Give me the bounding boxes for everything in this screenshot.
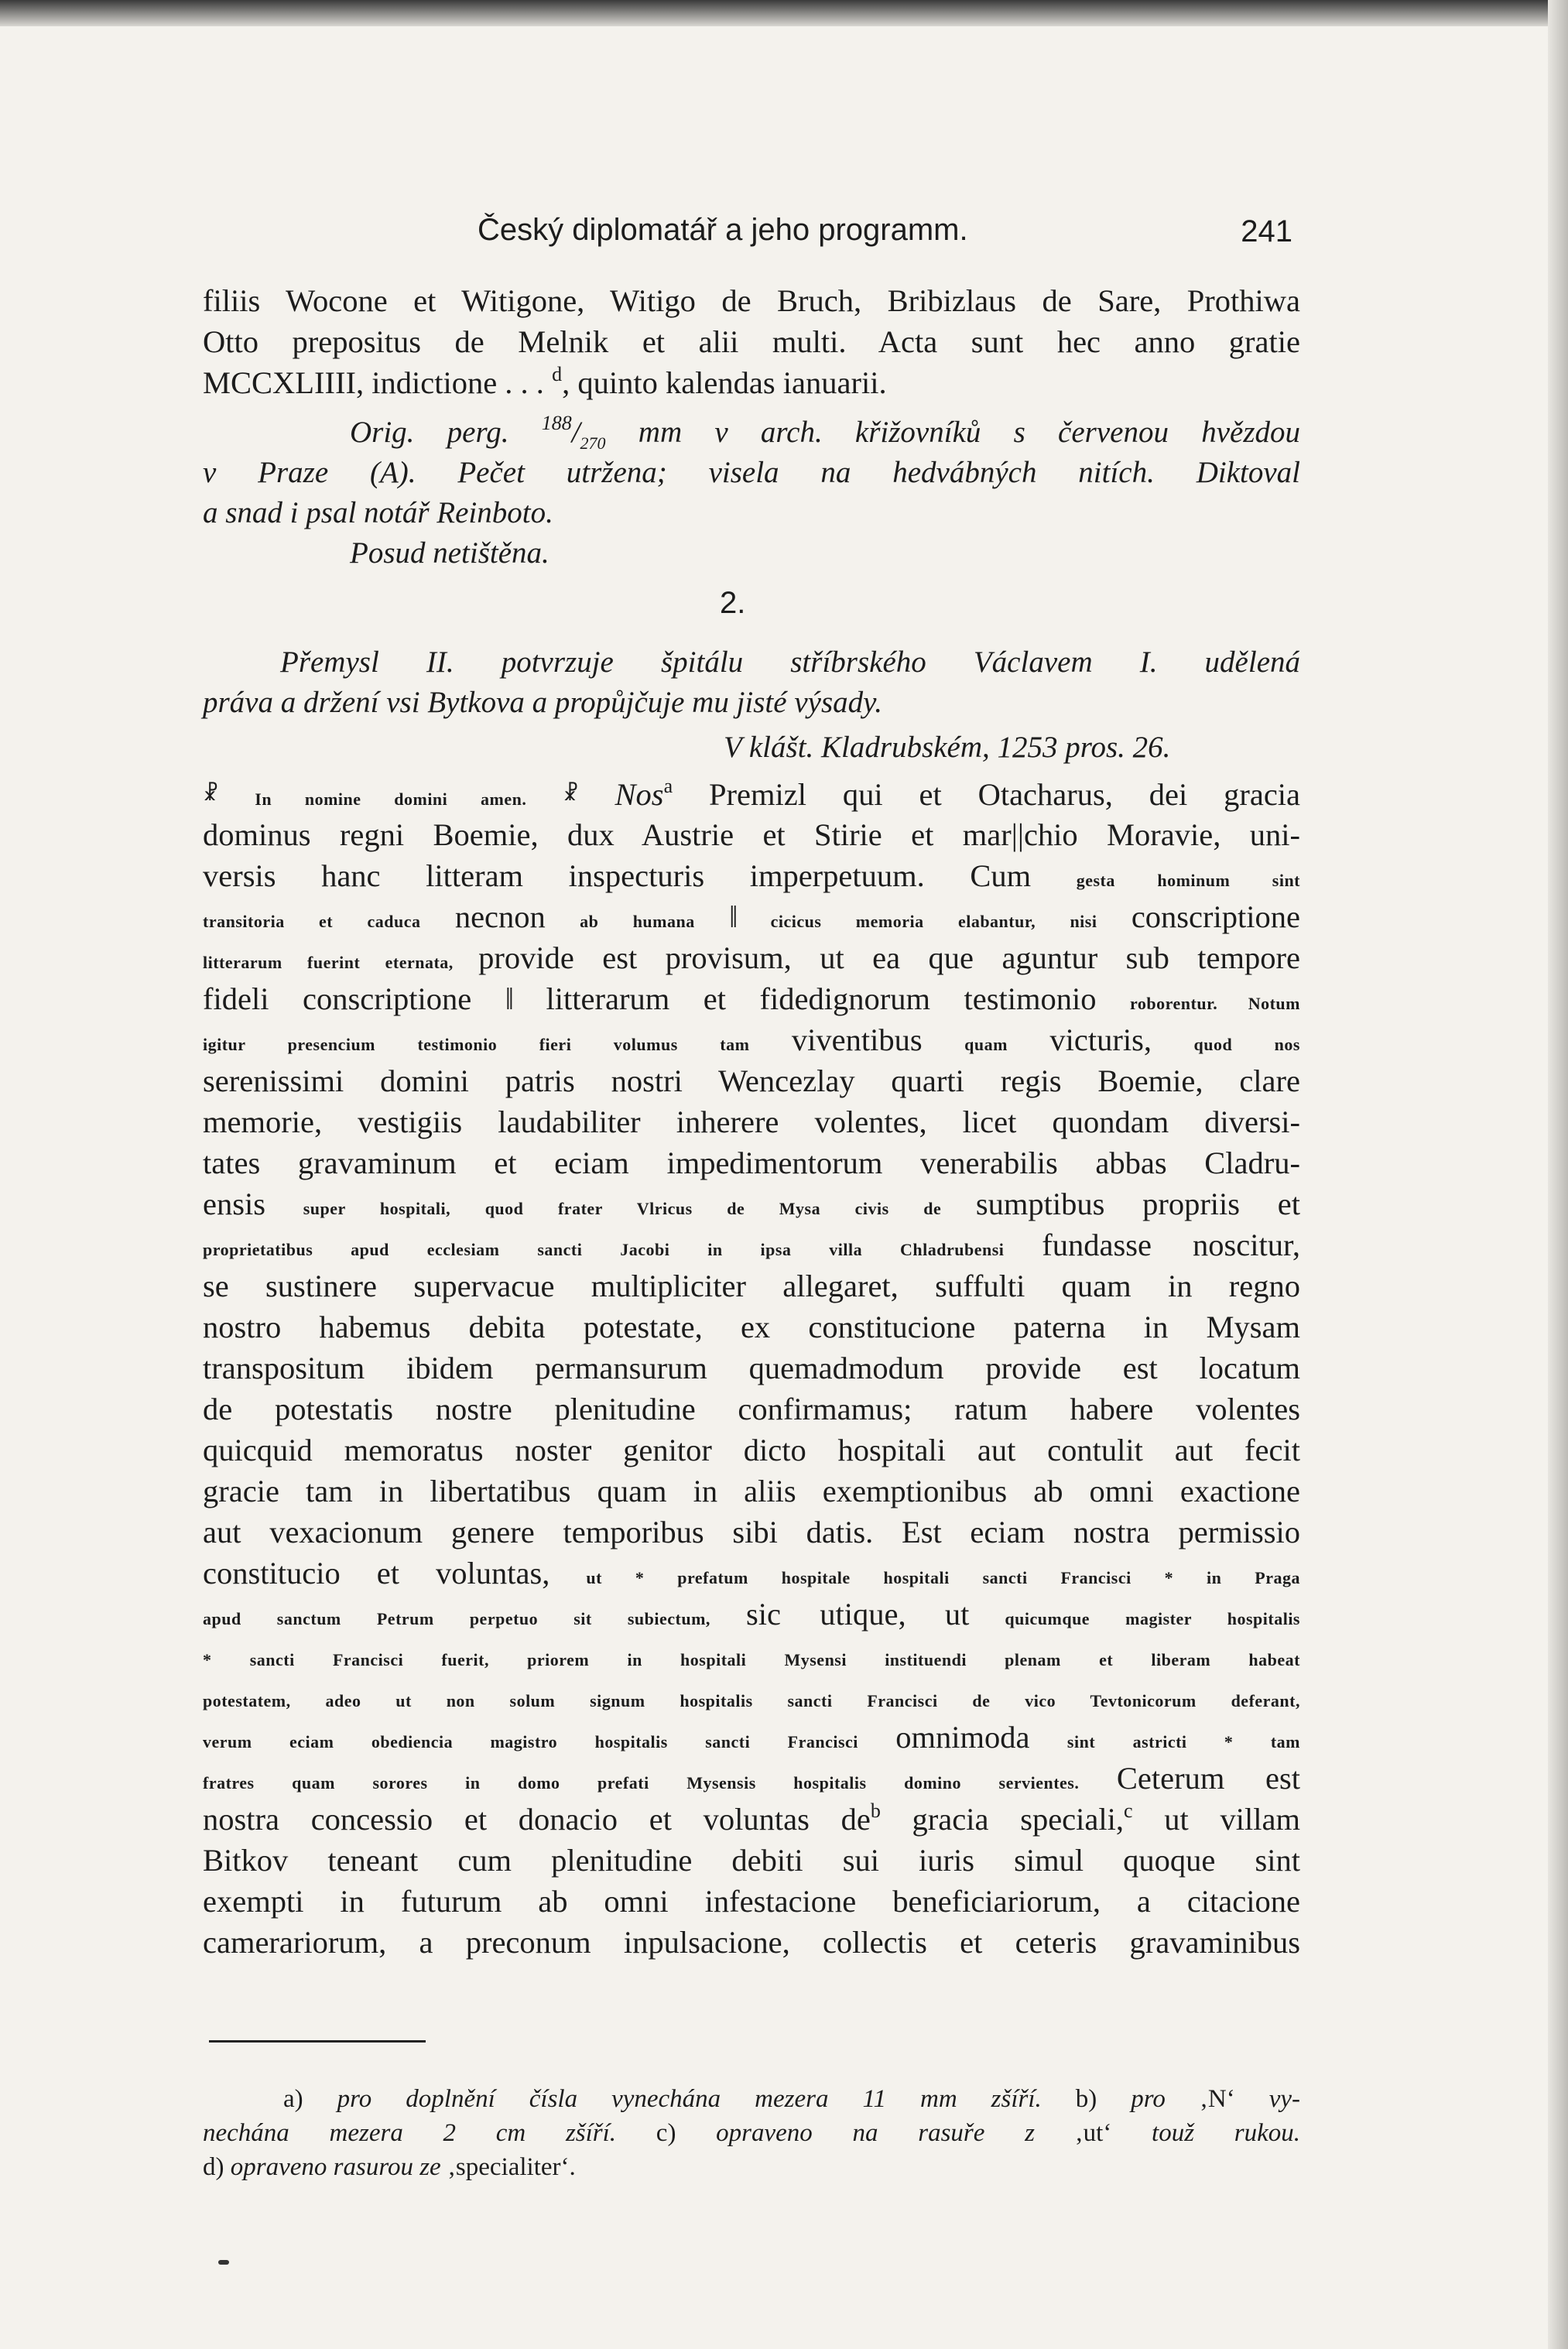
document-number: 2. bbox=[720, 586, 746, 620]
footnote-line-2: nechána mezera 2 cm zšíří. c) opraveno na rasuře z ‚ut‘ touž rukou. bbox=[203, 2119, 1301, 2147]
charter-line-28: exempti in futurum ab omni infestacione beneficiariorum, a citacione bbox=[203, 1884, 1300, 1919]
charter-line-4: transitoria et caduca necnon ab humana ‖ cicicus memoria elabantur, nisi conscriptione bbox=[203, 899, 1300, 934]
charter-line-25: fratres quam sorores in domo prefati Mysensis hospitalis domino servientes. Ceterum est bbox=[203, 1761, 1301, 1796]
charter-line-18: gracie tam in libertatibus quam in aliis exemptionibus ab omni exactione bbox=[203, 1474, 1300, 1508]
charter-line-7: igitur presencium testimonio fieri volumus tam viventibus quam victuris, quod nos bbox=[203, 1022, 1300, 1057]
source-note-line-2: v Praze (A). Pečet utržena; visela na hedvábných nitích. Diktoval bbox=[203, 456, 1300, 489]
charter-line-3: versis hanc litteram inspecturis imperpetuum. Cum gesta hominum sint bbox=[203, 858, 1300, 893]
regest-line-1: Přemysl II. potvrzuje špitálu stříbrského Václavem I. udělená bbox=[280, 645, 1300, 679]
running-title: Český diplomatář a jeho programm. bbox=[478, 213, 968, 247]
charter-line-11: ensis super hospitali, quod frater Vlricus de Mysa civis de sumptibus propriis et bbox=[203, 1186, 1300, 1221]
charter-line-1: ☧ In nomine domini amen. ☧ Nos$^a$ Premizl qui et Otacharus, dei gracia bbox=[203, 775, 1301, 812]
source-note-line-3: a snad i psal notář Reinboto. bbox=[203, 496, 553, 529]
charter-line-8: serenissimi domini patris nostri Wencezlay quarti regis Boemie, clare bbox=[203, 1063, 1300, 1098]
scan-shadow-right bbox=[1548, 0, 1568, 2349]
source-note-line-4: Posud netištěna. bbox=[350, 536, 549, 570]
charter-line-20: constitucio et voluntas, ut * prefatum hospitale hospitali sancti Francisci * in Praga bbox=[203, 1556, 1300, 1591]
scan-shadow-top bbox=[0, 0, 1568, 26]
running-head bbox=[203, 213, 1300, 261]
ink-speck bbox=[218, 2260, 229, 2265]
charter-line-17: quicquid memoratus noster genitor dicto hospitali aut contulit aut fecit bbox=[203, 1433, 1300, 1467]
date-place: V klášt. Kladrubském, 1253 pros. 26. bbox=[724, 731, 1171, 764]
charter-line-14: nostro habemus debita potestate, ex constitucione paterna in Mysam bbox=[203, 1310, 1300, 1344]
regest-line-2: práva a držení vsi Bytkova a propůjčuje mu jisté výsady. bbox=[203, 686, 883, 719]
charter-line-23: potestatem, adeo ut non solum signum hospitalis sancti Francisci de vico Tevtonicorum deferant, bbox=[203, 1691, 1300, 1710]
source-note-line-1: Orig. perg. $^{188}/_{270}$ mm v arch. křižovníků s červenou hvězdou bbox=[350, 412, 1301, 453]
charter-line-6: fideli conscriptione ‖ litterarum et fidedignorum testimonio roborentur. Notum bbox=[203, 981, 1300, 1016]
intro-line-3: MCCXLIIII, indictione . . . $^d$, quinto kalendas ianuarii. bbox=[203, 363, 887, 400]
charter-line-10: tates gravaminum et eciam impedimentorum venerabilis abbas Cladru- bbox=[203, 1145, 1300, 1180]
charter-line-19: aut vexacionum genere temporibus sibi datis. Est eciam nostra permissio bbox=[203, 1515, 1300, 1549]
footnote-line-1: a) pro doplnění čísla vynechána mezera 11 mm zšíří. b) pro ‚N‘ vy- bbox=[283, 2085, 1301, 2113]
charter-line-22: * sancti Francisci fuerit, priorem in hospitali Mysensi instituendi plenam et liberam habeat bbox=[203, 1650, 1300, 1669]
intro-line-2: Otto prepositus de Melnik et alii multi. Acta sunt hec anno gratie bbox=[203, 324, 1300, 359]
charter-line-9: memorie, vestigiis laudabiliter inherere volentes, licet quondam diversi- bbox=[203, 1104, 1300, 1139]
charter-line-5: litterarum fuerint eternata, provide est provisum, ut ea que aguntur sub tempore bbox=[203, 940, 1300, 975]
charter-line-2: dominus regni Boemie, dux Austrie et Stirie et mar||chio Moravie, uni- bbox=[203, 817, 1300, 852]
charter-line-21: apud sanctum Petrum perpetuo sit subiectum, sic utique, ut quicumque magister hospitalis bbox=[203, 1597, 1300, 1632]
footnote-rule bbox=[209, 2040, 426, 2043]
charter-line-26: nostra concessio et donacio et voluntas $de^b$ gracia speciali,$^c$ ut villam bbox=[203, 1799, 1300, 1837]
charter-line-27: Bitkov teneant cum plenitudine debiti sui iuris simul quoque sint bbox=[203, 1843, 1300, 1878]
charter-line-15: transpositum ibidem permansurum quemadmodum provide est locatum bbox=[203, 1351, 1300, 1385]
intro-line-1: filiis Wocone et Witigone, Witigo de Bruch, Bribizlaus de Sare, Prothiwa bbox=[203, 283, 1300, 318]
charter-line-12: proprietatibus apud ecclesiam sancti Jacobi in ipsa villa Chladrubensi fundasse noscitur, bbox=[203, 1228, 1300, 1262]
charter-line-29: camerariorum, a preconum inpulsacione, collectis et ceteris gravaminibus bbox=[203, 1925, 1300, 1960]
charter-line-16: de potestatis nostre plenitudine confirmamus; ratum habere volentes bbox=[203, 1392, 1300, 1426]
charter-line-13: se sustinere supervacue multipliciter allegaret, suffulti quam in regno bbox=[203, 1269, 1300, 1303]
page-number: 241 bbox=[1241, 214, 1292, 248]
footnote-line-3: d) opraveno rasurou ze ‚specialiter‘. bbox=[203, 2153, 576, 2181]
charter-line-24: verum eciam obediencia magistro hospitalis sancti Francisci omnimoda sint astricti * tam bbox=[203, 1720, 1300, 1755]
